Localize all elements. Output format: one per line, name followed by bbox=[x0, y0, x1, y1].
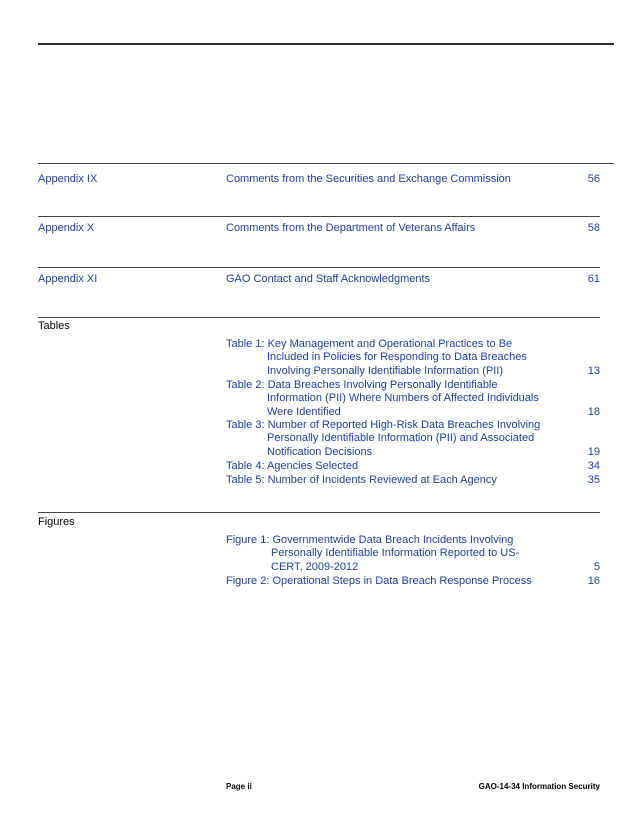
appendix-x-page[interactable]: 58 bbox=[587, 222, 600, 234]
table-1-entry[interactable] bbox=[226, 338, 600, 378]
figure-2-line-1: Figure 2: Operational Steps in Data Breach Response Process 16 bbox=[226, 575, 600, 587]
table-1-line-3: Involving Personally Identifiable Information (PII) 13 bbox=[267, 364, 600, 377]
figures-heading: Figures bbox=[38, 516, 75, 528]
appendix-x-label[interactable]: Appendix X bbox=[38, 222, 95, 234]
appendix-ix-label[interactable]: Appendix IX bbox=[38, 173, 98, 185]
table-2-page: 18 bbox=[587, 405, 600, 418]
table-3-line-1: Table 3: Number of Reported High-Risk Data Breaches Involving bbox=[226, 419, 541, 431]
table-1-line-1: Table 1: Key Management and Operational Practices to Be bbox=[226, 338, 513, 350]
figures-rule bbox=[38, 512, 600, 513]
table-4-entry[interactable] bbox=[226, 460, 600, 473]
appendix-ix-rule bbox=[38, 163, 614, 164]
table-3-entry[interactable] bbox=[226, 419, 600, 459]
figure-1-entry[interactable] bbox=[226, 534, 600, 574]
footer-page-label: Page ii bbox=[226, 782, 252, 791]
table-5-entry[interactable] bbox=[226, 474, 600, 487]
tables-rule bbox=[38, 317, 600, 318]
table-1-line-2: Included in Policies for Responding to Data Breaches bbox=[267, 351, 527, 364]
appendix-xi-page[interactable]: 61 bbox=[587, 273, 600, 285]
figure-1-line-3: CERT, 2009-2012 5 bbox=[271, 560, 600, 573]
appendix-xi-label[interactable]: Appendix XI bbox=[38, 273, 98, 285]
figure-2-entry[interactable] bbox=[226, 575, 600, 588]
figure-1-line-1: Figure 1: Governmentwide Data Breach Incidents Involving bbox=[226, 534, 514, 546]
table-5-page: 35 bbox=[587, 474, 600, 486]
table-3-line-2: Personally Identifiable Information (PII) and Associated bbox=[267, 432, 535, 445]
appendix-xi-rule bbox=[38, 267, 600, 268]
table-5-line-1: Table 5: Number of Incidents Reviewed at Each Agency 35 bbox=[226, 474, 600, 486]
table-2-line-1: Table 2: Data Breaches Involving Personally Identifiable bbox=[226, 379, 498, 391]
table-2-line-3: Were Identified 18 bbox=[267, 405, 600, 418]
figure-1-line-2: Personally Identifiable Information Reported to US- bbox=[271, 547, 520, 560]
appendix-ix-page[interactable]: 56 bbox=[587, 173, 600, 185]
table-2-entry[interactable] bbox=[226, 379, 600, 419]
table-3-page: 19 bbox=[587, 445, 600, 458]
table-4-line-1: Table 4: Agencies Selected 34 bbox=[226, 460, 600, 472]
footer-report-label: GAO-14-34 Information Security bbox=[478, 782, 600, 791]
appendix-ix-title[interactable]: Comments from the Securities and Exchange Commission bbox=[226, 173, 511, 185]
table-4-page: 34 bbox=[587, 460, 600, 472]
appendix-xi-title[interactable]: GAO Contact and Staff Acknowledgments bbox=[226, 273, 431, 285]
figure-1-page: 5 bbox=[593, 560, 600, 573]
table-2-line-2: Information (PII) Where Numbers of Affected Individuals bbox=[267, 392, 539, 405]
table-3-line-3: Notification Decisions 19 bbox=[267, 445, 600, 458]
appendix-x-rule bbox=[38, 216, 600, 217]
table-1-page: 13 bbox=[587, 364, 600, 377]
top-rule bbox=[38, 43, 614, 45]
appendix-x-title[interactable]: Comments from the Department of Veterans Affairs bbox=[226, 222, 476, 234]
tables-heading: Tables bbox=[38, 320, 70, 332]
figure-2-page: 16 bbox=[587, 575, 600, 587]
